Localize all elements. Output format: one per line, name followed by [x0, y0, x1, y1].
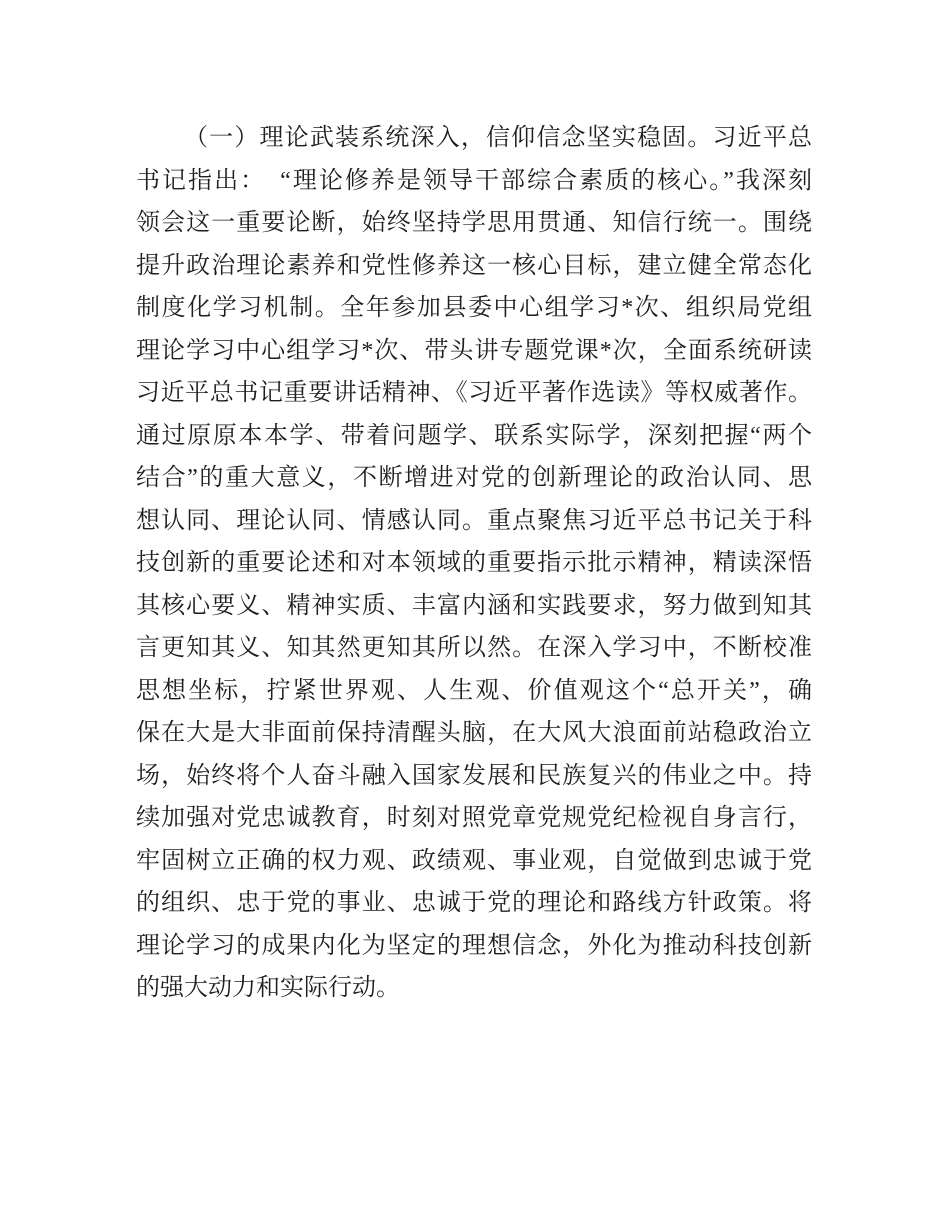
paragraph-line: 习近平总书记重要讲话精神、《习近平著作选读》等权威著作。 — [136, 380, 812, 406]
paragraph-line: 结合”的重大意义，不断增进对党的创新理论的政治认同、思 — [136, 465, 812, 491]
paragraph-line: 的组织、忠于党的事业、忠诚于党的理论和路线方针政策。将 — [136, 890, 812, 916]
paragraph-line: 理论学习中心组学习*次、带头讲专题党课*次，全面系统研读 — [136, 337, 812, 364]
paragraph-line: 想认同、理论认同、情感认同。重点聚焦习近平总书记关于科 — [136, 507, 812, 534]
paragraph-line: 思想坐标，拧紧世界观、人生观、价值观这个“总开关”，确 — [136, 677, 812, 704]
paragraph-line: 续加强对党忠诚教育，时刻对照党章党规党纪检视自身言行， — [136, 805, 812, 831]
paragraph-line: 牢固树立正确的权力观、政绩观、事业观，自觉做到忠诚于党 — [136, 847, 812, 874]
paragraph-line: 领会这一重要论断，始终坚持学思用贯通、知信行统一。围绕 — [136, 210, 812, 236]
paragraph-line: 技创新的重要论述和对本领域的重要指示批示精神，精读深悟 — [136, 550, 812, 576]
paragraph-line: （一）理论武装系统深入，信仰信念坚实稳固。习近平总 — [184, 125, 812, 151]
paragraph-line: 通过原原本本学、带着问题学、联系实际学，深刻把握“两个 — [136, 422, 812, 449]
paragraph-line: 的强大动力和实际行动。 — [136, 975, 400, 1001]
paragraph-line: 制度化学习机制。全年参加县委中心组学习*次、组织局党组 — [136, 295, 812, 321]
paragraph-line: 提升政治理论素养和党性修养这一核心目标，建立健全常态化 — [136, 252, 812, 279]
paragraph-line: 理论学习的成果内化为坚定的理想信念，外化为推动科技创新 — [136, 932, 812, 959]
paragraph-line: 其核心要义、精神实质、丰富内涵和实践要求，努力做到知其 — [136, 592, 812, 619]
paragraph-line: 场，始终将个人奋斗融入国家发展和民族复兴的伟业之中。持 — [136, 762, 812, 789]
paragraph-line: 书记指出： “理论修养是领导干部综合素质的核心。”我深刻 — [136, 167, 812, 194]
paragraph-line: 言更知其义、知其然更知其所以然。在深入学习中，不断校准 — [136, 635, 812, 661]
body-text-paragraph — [136, 117, 812, 1010]
paragraph-line: 保在大是大非面前保持清醒头脑，在大风大浪面前站稳政治立 — [136, 720, 812, 746]
